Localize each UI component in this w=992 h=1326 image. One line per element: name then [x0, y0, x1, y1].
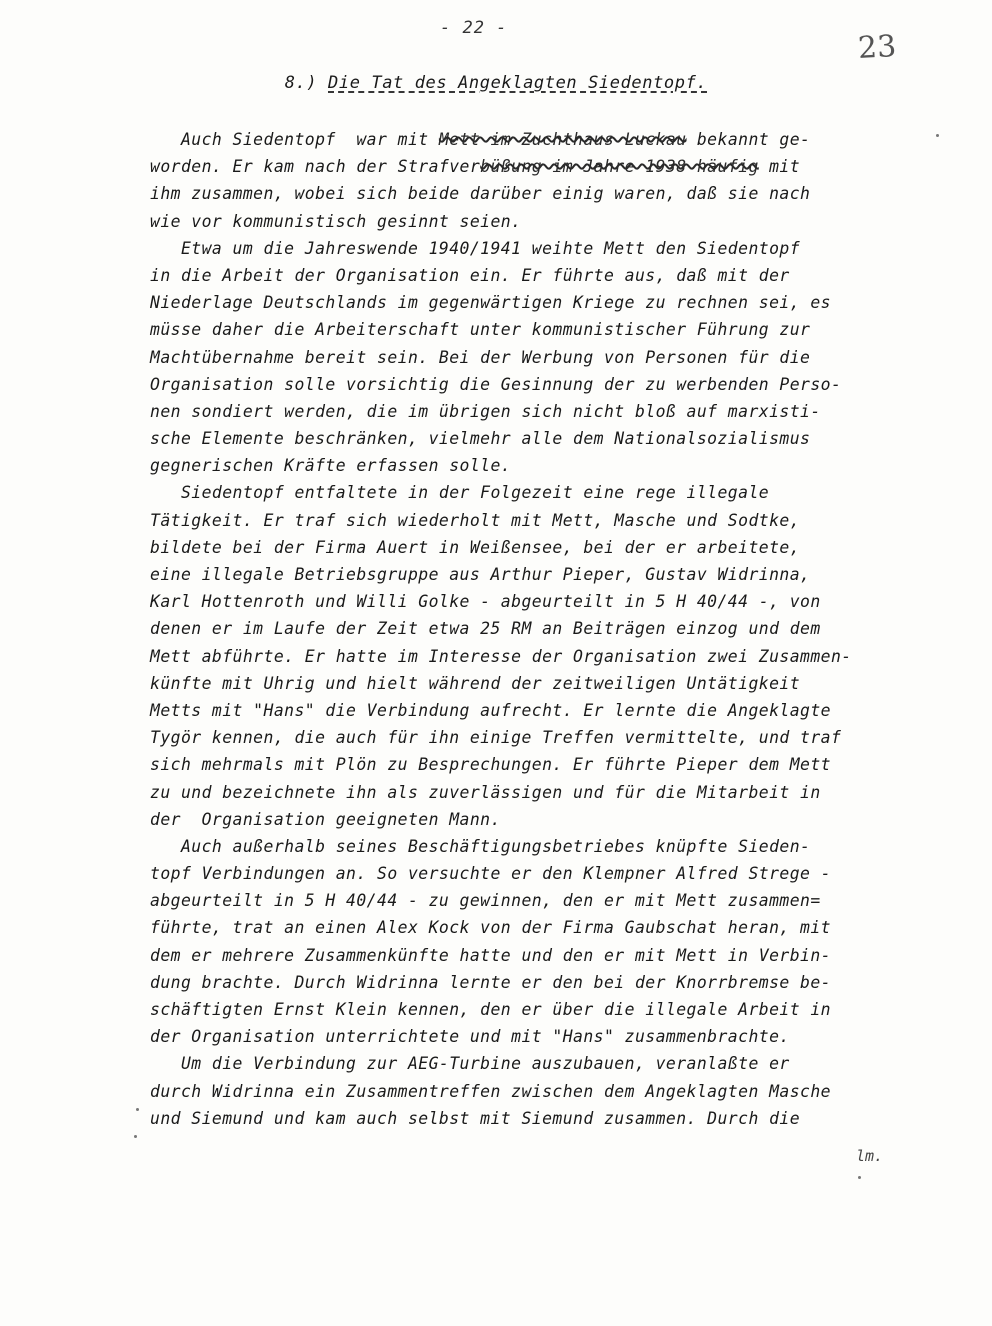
line-text: der Organisation unterrichtete und mit "Hans" zusammenbrachte.	[150, 1027, 790, 1047]
line-text: ihm zusammen, wobei sich beide darüber einig waren, daß sie nach	[150, 184, 811, 204]
struck-text: Mett im Zuchthaus Luckau	[438, 130, 687, 149]
text-line	[150, 561, 910, 588]
section-heading	[0, 73, 992, 93]
text-line	[150, 724, 910, 751]
line-text: in die Arbeit der Organisation ein. Er führte aus, daß mit der	[150, 265, 790, 285]
text-line	[150, 262, 910, 289]
line-text: mit	[758, 157, 801, 177]
line-text: müsse daher die Arbeiterschaft unter kommunistischer Führung zur	[150, 320, 811, 340]
line-text: nen sondiert werden, die im übrigen sich nicht bloß auf marxisti-	[150, 401, 821, 421]
line-text: Tygör kennen, die auch für ihn einige Treffen vermittelte, und traf	[150, 728, 842, 748]
text-line	[150, 126, 910, 153]
text-line	[150, 751, 910, 778]
text-line	[150, 860, 910, 887]
section-title: Die Tat des Angeklagten Siedentopf.	[328, 73, 708, 93]
text-line	[150, 1105, 910, 1132]
text-line	[150, 806, 910, 833]
page-number: - 22 -	[440, 18, 508, 38]
line-text: Etwa um die Jahreswende 1940/1941 weihte Mett den Siedentopf	[150, 238, 801, 258]
text-line	[150, 398, 910, 425]
body-text	[150, 126, 910, 1132]
text-line	[150, 425, 910, 452]
struck-text: büßung im Jahre 1938 häufig	[480, 157, 759, 177]
scan-speck	[136, 1108, 139, 1111]
text-line	[150, 452, 910, 479]
line-text: topf Verbindungen an. So versuchte er den Klempner Alfred Strege -	[150, 864, 831, 884]
line-text: Metts mit "Hans" die Verbindung aufrecht. Er lernte die Angeklagte	[150, 700, 831, 720]
text-line	[150, 779, 910, 806]
text-line	[150, 887, 910, 914]
line-text: wie vor kommunistisch gesinnt seien.	[150, 211, 522, 231]
line-text: und Siemund und kam auch selbst mit Siemund zusammen. Durch die	[150, 1108, 801, 1128]
text-line	[150, 1078, 910, 1105]
text-line	[150, 588, 910, 615]
catchword: lm.	[856, 1147, 884, 1165]
text-line	[150, 833, 910, 860]
text-line	[150, 996, 910, 1023]
text-line	[150, 208, 910, 235]
text-line	[150, 1050, 910, 1077]
line-text: sich mehrmals mit Plön zu Besprechungen. Er führte Pieper dem Mett	[150, 755, 831, 775]
line-text: bildete bei der Firma Auert in Weißensee, bei der er arbeitete,	[150, 537, 801, 557]
text-line	[150, 316, 910, 343]
line-text: Mett abführte. Er hatte im Interesse der Organisation zwei Zusammen-	[150, 646, 852, 666]
line-text: dung brachte. Durch Widrinna lernte er den bei der Knorrbremse be-	[150, 972, 831, 992]
text-line	[150, 153, 910, 180]
folio-number: 23	[857, 29, 898, 66]
text-line	[150, 697, 910, 724]
line-text: worden. Er kam nach der Strafver	[150, 157, 481, 177]
line-text: schäftigten Ernst Klein kennen, den er über die illegale Arbeit in	[150, 1000, 831, 1019]
text-line	[150, 235, 910, 262]
line-text: Karl Hottenroth und Willi Golke - abgeurteilt in 5 H 40/44 -, von	[150, 592, 821, 612]
text-line	[150, 615, 910, 642]
scan-speck	[134, 1135, 137, 1138]
line-text: Niederlage Deutschlands im gegenwärtigen Kriege zu rechnen sei, es	[150, 293, 831, 313]
text-line	[150, 1023, 910, 1050]
text-line	[150, 643, 910, 670]
line-text: zu und bezeichnete ihn als zuverlässigen und für die Mitarbeit in	[150, 782, 821, 802]
scan-speck	[858, 1176, 861, 1179]
text-line	[150, 507, 910, 534]
text-line	[150, 942, 910, 969]
text-line	[150, 969, 910, 996]
line-text: Um die Verbindung zur AEG-Turbine auszubauen, veranlaßte er	[150, 1054, 790, 1074]
line-text: bekannt ge-	[686, 130, 811, 149]
scan-speck	[936, 134, 939, 137]
line-text: Tätigkeit. Er traf sich wiederholt mit Mett, Masche und Sodtke,	[150, 510, 801, 530]
line-text: sche Elemente beschränken, vielmehr alle dem Nationalsozialismus	[150, 429, 811, 449]
line-text: gegnerischen Kräfte erfassen solle.	[150, 456, 512, 476]
line-text: Auch Siedentopf war mit	[150, 130, 439, 149]
line-text: dem er mehrere Zusammenkünfte hatte und den er mit Mett in Verbin-	[150, 945, 831, 965]
line-text: Auch außerhalb seines Beschäftigungsbetriebes knüpfte Sieden-	[150, 836, 811, 856]
text-line	[150, 371, 910, 398]
line-text: der Organisation geeigneten Mann.	[150, 809, 501, 829]
line-text: Siedentopf entfaltete in der Folgezeit eine rege illegale	[150, 483, 770, 503]
line-text: künfte mit Uhrig und hielt während der zeitweiligen Untätigkeit	[150, 673, 801, 693]
text-line	[150, 534, 910, 561]
line-text: Organisation solle vorsichtig die Gesinnung der zu werbenden Perso-	[150, 374, 842, 394]
text-line	[150, 344, 910, 371]
text-line	[150, 914, 910, 941]
line-text: abgeurteilt in 5 H 40/44 - zu gewinnen, den er mit Mett zusammen=	[150, 891, 821, 911]
line-text: eine illegale Betriebsgruppe aus Arthur Pieper, Gustav Widrinna,	[150, 565, 811, 584]
text-line	[150, 289, 910, 316]
line-text: denen er im Laufe der Zeit etwa 25 RM an Beiträgen einzog und dem	[150, 619, 821, 639]
text-line	[150, 479, 910, 506]
text-line	[150, 180, 910, 207]
text-line	[150, 670, 910, 697]
line-text: durch Widrinna ein Zusammentreffen zwischen dem Angeklagten Masche	[150, 1081, 831, 1101]
line-text: Machtübernahme bereit sein. Bei der Werbung von Personen für die	[150, 347, 811, 367]
line-text: führte, trat an einen Alex Kock von der Firma Gaubschat heran, mit	[150, 918, 831, 938]
section-number: 8.)	[284, 73, 329, 93]
